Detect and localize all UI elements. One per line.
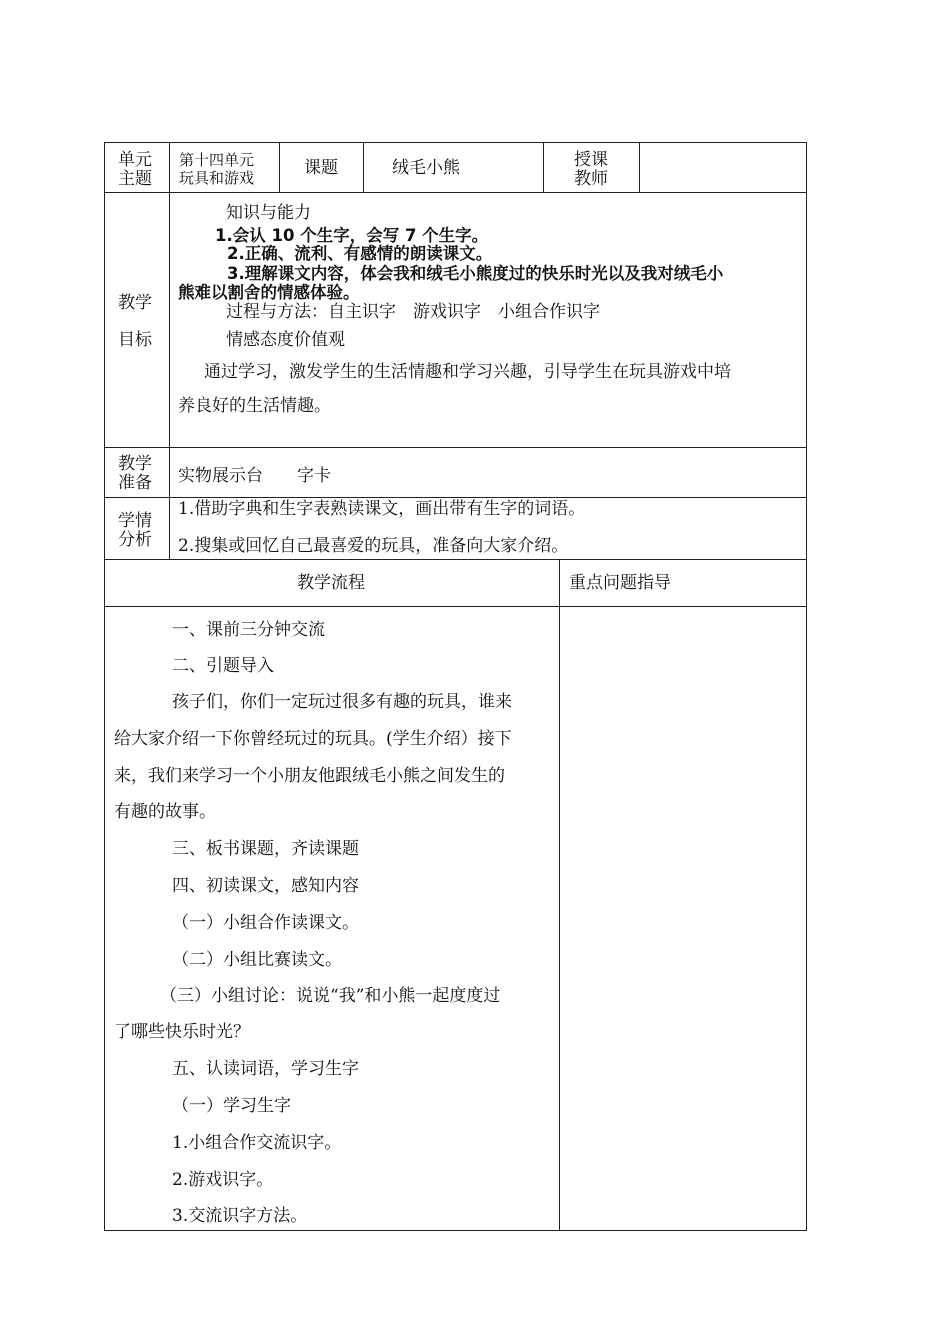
column-divider [169, 142, 170, 559]
flow-substep: （一）小组合作读课文。 [172, 913, 359, 933]
flow-substep: 3.交流识字方法。 [172, 1206, 308, 1226]
lesson-title: 绒毛小熊 [392, 158, 460, 178]
teacher-label: 授课 [574, 150, 608, 170]
objective-item: 1.会认 10 个生字，会写 7 个生字。 [215, 226, 489, 245]
objective-item: 3.理解课文内容，体会我和绒毛小熊度过的快乐时光以及我对绒毛小 [227, 264, 724, 283]
flow-substep: （三）小组讨论：说说“我”和小熊一起度度过 [160, 986, 501, 1006]
flow-paragraph: 给大家介绍一下你曾经玩过的玩具。(学生介绍）接下 [114, 729, 512, 749]
analysis-label: 分析 [118, 530, 152, 550]
flow-step: 二、引题导入 [172, 656, 274, 676]
objectives-heading-knowledge: 知识与能力 [226, 203, 311, 223]
flow-paragraph: 孩子们，你们一定玩过很多有趣的玩具，谁来 [172, 692, 512, 712]
row-divider [104, 559, 807, 560]
flow-substep: （一）学习生字 [172, 1096, 291, 1116]
teacher-label: 教师 [574, 169, 608, 189]
row-divider [104, 192, 807, 193]
flow-header-guidance: 重点问题指导 [569, 573, 671, 593]
column-divider [639, 142, 640, 192]
flow-step: 三、板书课题，齐读课题 [172, 839, 359, 859]
column-divider [543, 142, 544, 192]
flow-substep: 2.游戏识字。 [172, 1170, 274, 1190]
flow-substep: 了哪些快乐时光？ [114, 1022, 250, 1042]
analysis-item: 1.借助字典和生字表熟读课文，画出带有生字的词语。 [178, 499, 586, 519]
preparation-value: 实物展示台 字卡 [178, 466, 331, 486]
flow-substep: （二）小组比赛读文。 [172, 950, 342, 970]
lesson-label: 课题 [304, 158, 338, 178]
objectives-process-method: 过程与方法：自主识字 游戏识字 小组合作识字 [226, 302, 600, 322]
row-divider [104, 447, 807, 448]
flow-step: 五、认读词语，学习生字 [172, 1059, 359, 1079]
column-divider [279, 142, 280, 192]
flow-substep: 1.小组合作交流识字。 [172, 1133, 342, 1153]
flow-step: 四、初读课文，感知内容 [172, 876, 359, 896]
objectives-attitude-text: 通过学习，激发学生的生活情趣和学习兴趣，引导学生在玩具游戏中培 [204, 362, 731, 382]
row-divider [104, 497, 807, 498]
preparation-label: 准备 [118, 473, 152, 493]
unit-theme-label: 单元 [118, 150, 152, 170]
row-divider [104, 606, 807, 607]
unit-theme-label: 主题 [118, 169, 152, 189]
flow-paragraph: 来，我们来学习一个小朋友他跟绒毛小熊之间发生的 [114, 766, 505, 786]
unit-value: 第十四单元 [179, 151, 255, 169]
objectives-heading-attitude: 情感态度价值观 [226, 330, 345, 350]
column-divider [559, 559, 560, 1231]
objectives-label: 目标 [118, 330, 152, 350]
objective-item: 2.正确、流利、有感情的朗读课文。 [227, 244, 493, 263]
column-divider [363, 142, 364, 192]
objectives-attitude-text: 养良好的生活情趣。 [178, 396, 331, 416]
flow-header-process: 教学流程 [297, 573, 365, 593]
unit-value: 玩具和游戏 [179, 169, 255, 187]
preparation-label: 教学 [118, 454, 152, 474]
analysis-item: 2.搜集或回忆自己最喜爱的玩具，准备向大家介绍。 [178, 536, 569, 556]
flow-step: 一、课前三分钟交流 [172, 620, 325, 640]
flow-paragraph: 有趣的故事。 [114, 802, 216, 822]
analysis-label: 学情 [118, 511, 152, 531]
objective-item: 熊难以割舍的情感体验。 [178, 283, 360, 302]
objectives-label: 教学 [118, 293, 152, 313]
